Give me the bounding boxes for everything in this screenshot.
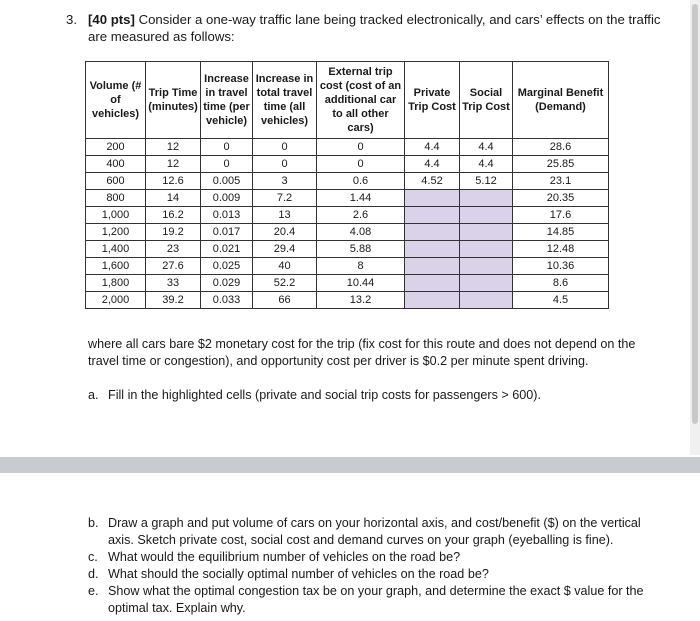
table-cell: 13.2 <box>317 292 405 309</box>
table-cell: 0.6 <box>317 173 405 190</box>
table-cell: 2.6 <box>317 207 405 224</box>
part-text-line1: Draw a graph and put volume of cars on your horizontal axis, and cost/benefit ($) on the vertical <box>108 516 641 530</box>
table-cell: 66 <box>253 292 317 309</box>
question-part <box>88 566 668 583</box>
table-cell: 0.029 <box>201 275 253 292</box>
table-cell: 3 <box>253 173 317 190</box>
part-text-line1: What should the socially optimal number of vehicles on the road be? <box>108 567 489 581</box>
table-cell: 1,800 <box>86 275 146 292</box>
column-header: Private Trip Cost <box>405 62 460 139</box>
assumptions-line2: travel time or congestion), and opportunity cost per driver is $0.2 per minute spent driving. <box>88 354 589 368</box>
table-cell: 0.013 <box>201 207 253 224</box>
highlighted-input-cell[interactable] <box>460 292 513 309</box>
highlighted-input-cell[interactable] <box>460 275 513 292</box>
table-cell: 4.5 <box>513 292 609 309</box>
table-cell: 7.2 <box>253 190 317 207</box>
assumptions-line1: where all cars bare $2 monetary cost for the trip (fix cost for this route and does not depend on the <box>88 337 636 351</box>
part-text <box>108 566 668 583</box>
highlighted-input-cell[interactable] <box>460 224 513 241</box>
table-header-row <box>86 62 609 139</box>
table-row <box>86 258 609 275</box>
question-intro-line2: are measured as follows: <box>88 29 235 44</box>
table-cell: 17.6 <box>513 207 609 224</box>
assumptions-paragraph <box>88 336 658 370</box>
table-cell: 5.12 <box>460 173 513 190</box>
table-cell: 13 <box>253 207 317 224</box>
table-cell: 40 <box>253 258 317 275</box>
table-cell: 1,000 <box>86 207 146 224</box>
column-header: Marginal Benefit (Demand) <box>513 62 609 139</box>
parts-list <box>88 515 668 617</box>
table-cell: 0.025 <box>201 258 253 275</box>
table-cell: 25.85 <box>513 156 609 173</box>
table-row <box>86 139 609 156</box>
table-row <box>86 241 609 258</box>
table-cell: 4.4 <box>460 156 513 173</box>
table-cell: 19.2 <box>146 224 201 241</box>
column-header: Trip Time (minutes) <box>146 62 201 139</box>
table-cell: 0 <box>253 156 317 173</box>
question-header <box>66 11 666 45</box>
table-row <box>86 224 609 241</box>
table-cell: 200 <box>86 139 146 156</box>
table-cell: 0.033 <box>201 292 253 309</box>
table-body <box>86 139 609 309</box>
table-cell: 12 <box>146 139 201 156</box>
vertical-scrollbar[interactable] <box>690 0 700 455</box>
table-cell: 27.6 <box>146 258 201 275</box>
table-cell: 10.36 <box>513 258 609 275</box>
table-cell: 14 <box>146 190 201 207</box>
table-cell: 0.005 <box>201 173 253 190</box>
question-part <box>88 549 668 566</box>
table-cell: 0 <box>253 139 317 156</box>
table-cell: 10.44 <box>317 275 405 292</box>
part-text <box>108 583 668 617</box>
part-text-line1: What would the equilibrium number of vehicles on the road be? <box>108 550 461 564</box>
highlighted-input-cell[interactable] <box>405 190 460 207</box>
table-cell: 20.35 <box>513 190 609 207</box>
highlighted-input-cell[interactable] <box>405 275 460 292</box>
table-cell: 1,600 <box>86 258 146 275</box>
table-cell: 8.6 <box>513 275 609 292</box>
part-text <box>108 549 668 566</box>
table-cell: 4.08 <box>317 224 405 241</box>
scrollbar-thumb[interactable] <box>692 4 698 424</box>
table-cell: 4.4 <box>460 139 513 156</box>
table-cell: 1,400 <box>86 241 146 258</box>
part-label: e. <box>88 584 99 598</box>
table-row <box>86 207 609 224</box>
table-cell: 4.4 <box>405 156 460 173</box>
column-header: Increase in total travel time (all vehicles) <box>253 62 317 139</box>
column-header: Social Trip Cost <box>460 62 513 139</box>
part-text <box>108 515 668 549</box>
table-cell: 23 <box>146 241 201 258</box>
table-cell: 800 <box>86 190 146 207</box>
part-a-label: a. <box>88 388 99 402</box>
part-a <box>88 387 658 404</box>
table-cell: 52.2 <box>253 275 317 292</box>
table-cell: 12 <box>146 156 201 173</box>
highlighted-input-cell[interactable] <box>460 258 513 275</box>
table-cell: 2,000 <box>86 292 146 309</box>
table-row <box>86 275 609 292</box>
table-cell: 0.021 <box>201 241 253 258</box>
table-cell: 0.017 <box>201 224 253 241</box>
page-gap-band <box>0 457 700 473</box>
highlighted-input-cell[interactable] <box>405 224 460 241</box>
question-part <box>88 515 668 549</box>
part-text-line2: optimal tax. Explain why. <box>108 601 246 615</box>
highlighted-input-cell[interactable] <box>460 190 513 207</box>
table-cell: 4.4 <box>405 139 460 156</box>
column-header: Increase in travel time (per vehicle) <box>201 62 253 139</box>
table-cell: 1.44 <box>317 190 405 207</box>
table-cell: 5.88 <box>317 241 405 258</box>
table-cell: 12.6 <box>146 173 201 190</box>
table-cell: 16.2 <box>146 207 201 224</box>
question-part <box>88 583 668 617</box>
table-cell: 600 <box>86 173 146 190</box>
table-cell: 0.009 <box>201 190 253 207</box>
table-cell: 28.6 <box>513 139 609 156</box>
table-cell: 20.4 <box>253 224 317 241</box>
highlighted-input-cell[interactable] <box>460 241 513 258</box>
table-row <box>86 190 609 207</box>
table-row <box>86 292 609 309</box>
table-cell: 0 <box>201 156 253 173</box>
part-text-line2: axis. Sketch private cost, social cost and demand curves on your graph (eyeballing is fine). <box>108 533 614 547</box>
table-cell: 4.52 <box>405 173 460 190</box>
column-header: External trip cost (cost of an additional car to all other cars) <box>317 62 405 139</box>
table-cell: 0 <box>317 139 405 156</box>
table-cell: 33 <box>146 275 201 292</box>
part-label: d. <box>88 567 99 581</box>
table-cell: 0 <box>317 156 405 173</box>
question-points: [40 pts] <box>88 12 135 27</box>
table-cell: 8 <box>317 258 405 275</box>
table-cell: 1,200 <box>86 224 146 241</box>
table-row <box>86 173 609 190</box>
table-cell: 12.48 <box>513 241 609 258</box>
highlighted-input-cell[interactable] <box>405 241 460 258</box>
table-cell: 0 <box>201 139 253 156</box>
highlighted-input-cell[interactable] <box>405 292 460 309</box>
table-row <box>86 156 609 173</box>
part-label: c. <box>88 550 98 564</box>
table-cell: 39.2 <box>146 292 201 309</box>
part-a-text: Fill in the highlighted cells (private and social trip costs for passengers > 600). <box>108 388 541 402</box>
table-cell: 23.1 <box>513 173 609 190</box>
highlighted-input-cell[interactable] <box>460 207 513 224</box>
highlighted-input-cell[interactable] <box>405 207 460 224</box>
column-header: Volume (# of vehicles) <box>86 62 146 139</box>
table-cell: 400 <box>86 156 146 173</box>
highlighted-input-cell[interactable] <box>405 258 460 275</box>
table-cell: 29.4 <box>253 241 317 258</box>
question-intro-line1: Consider a one-way traffic lane being tracked electronically, and cars’ effects on the traffic <box>134 12 661 27</box>
part-text-line1: Show what the optimal congestion tax be on your graph, and determine the exact $ value for the <box>108 584 644 598</box>
question-number: 3. <box>66 12 77 27</box>
part-label: b. <box>88 516 99 530</box>
traffic-data-table <box>85 61 609 309</box>
table-cell: 14.85 <box>513 224 609 241</box>
